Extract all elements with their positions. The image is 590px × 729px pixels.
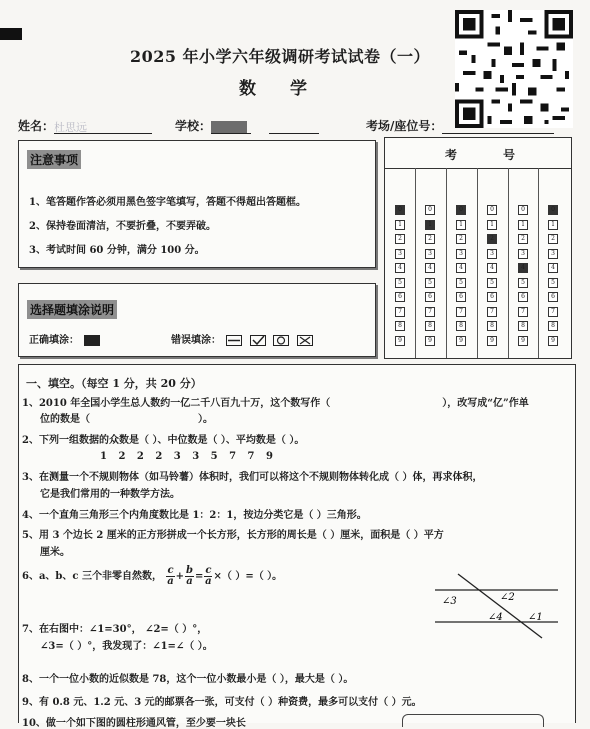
correct-fill-label: 正确填涂： (29, 335, 79, 346)
exam-number-bubble[interactable]: 3 (425, 249, 435, 259)
exam-number-bubble[interactable]: 0 (487, 205, 497, 215)
exam-number-bubble[interactable]: 7 (487, 307, 497, 317)
q6-frac2-numerator: b (185, 565, 193, 576)
wrong-fill-example (171, 331, 315, 346)
exam-number-bubble[interactable]: 4 (456, 263, 466, 273)
q8-text: 8、一个一位小数的近似数是 78，这个一位小数最小是（ ），最大是（ ）。 (22, 674, 354, 685)
exam-number-bubble[interactable]: 8 (548, 321, 558, 331)
exam-number-bubble[interactable]: 7 (395, 307, 405, 317)
exam-number-bubble[interactable]: 4 (487, 263, 497, 273)
q3-line-1: 3、在测量一个不规则物体（如马铃薯）体积时，我们可以将这个不规则物体转化成（ ）体，再求体积， (22, 472, 483, 483)
q6-frac3-numerator: c (205, 565, 212, 576)
exam-number-bubble[interactable]: 1 (487, 220, 497, 230)
exam-number-bubble[interactable]: 1 (548, 220, 558, 230)
q3-line-2: 它是我们常用的一种数学方法。 (40, 489, 180, 500)
exam-number-bubble[interactable]: 8 (487, 321, 497, 331)
q6-frac3-denominator: a (205, 576, 212, 587)
exam-number-bubble[interactable]: 5 (548, 278, 558, 288)
notice-box (18, 140, 376, 268)
exam-number-bubble[interactable]: 0 (456, 205, 466, 215)
exam-number-bubble[interactable]: 5 (456, 278, 466, 288)
exam-number-bubble[interactable]: 7 (548, 307, 558, 317)
dash-mark-icon (226, 335, 242, 346)
exam-number-bubble[interactable]: 8 (518, 321, 528, 331)
q7-line-1: 7、在右图中：∠1=30°， ∠2=（ ）°， (22, 624, 208, 635)
exam-title: 2025 年小学六年级调研考试试卷（一） (129, 47, 431, 66)
exam-number-bubble[interactable]: 6 (548, 292, 558, 302)
q9-text: 9、有 0.8 元、1.2 元、3 元的邮票各一张，可支付（ ）种资费，最多可以支付（ ）元。 (22, 697, 422, 708)
notice-item-2: 2、保持卷面清洁，不要折叠，不要弄破。 (29, 221, 216, 232)
exam-number-bubble[interactable]: 1 (518, 220, 528, 230)
exam-number-bubble[interactable]: 7 (518, 307, 528, 317)
q2-numbers: 1 2 2 2 3 3 5 7 7 9 (100, 451, 274, 462)
q6-text: 6、a、b、c 三个非零自然数， $\frac{c}{a}$ + $\frac{b}{a}$ = $\frac{c}{a}$ ×（ ）=（ ）。 (22, 565, 283, 587)
exam-number-bubble[interactable]: 3 (518, 249, 528, 259)
q6-frac1-numerator: c (167, 565, 174, 576)
q1-text-b: ），改写成“亿”作单 (442, 398, 529, 409)
exam-number-bubble[interactable]: 5 (425, 278, 435, 288)
q2-text: 2、下列一组数据的众数是（ ）、中位数是（ ）、平均数是（ ）。 (22, 435, 305, 446)
angle-3-label: ∠3 (442, 596, 457, 607)
exam-number-bubble[interactable]: 1 (425, 220, 435, 230)
q7-line-2: ∠3=（ ）°，我发现了：∠1=∠（ ）。 (40, 641, 213, 652)
exam-number-bubble[interactable]: 4 (425, 263, 435, 273)
angle-1-label: ∠1 (528, 612, 543, 623)
q1-text-a: 1、2010 年全国小学生总人数约一亿二千八百九十万，这个数写作（ (22, 398, 331, 409)
school-redaction (211, 121, 247, 133)
exam-number-bubble[interactable]: 1 (456, 220, 466, 230)
exam-number-header (385, 138, 571, 169)
exam-number-bubble[interactable]: 9 (395, 336, 405, 346)
subject-title: 数 学 (239, 79, 321, 99)
exam-number-bubble[interactable]: 2 (518, 234, 528, 244)
name-blank (54, 119, 152, 134)
exam-number-bubble[interactable]: 0 (548, 205, 558, 215)
exam-number-bubble[interactable]: 7 (456, 307, 466, 317)
fill-guide-box (18, 283, 376, 357)
exam-number-bubble[interactable]: 3 (395, 249, 405, 259)
q6-fraction-1 (166, 566, 174, 587)
q6-frac2-denominator: a (186, 576, 193, 587)
check-mark-icon (250, 335, 266, 346)
q6-suffix: ×（ ）=（ ）。 (213, 571, 283, 582)
solid-mark-icon (84, 335, 100, 346)
exam-number-bubble[interactable]: 9 (548, 336, 558, 346)
transversal-line (458, 574, 542, 638)
registration-mark (0, 28, 22, 40)
q5-line-1: 5、用 3 个边长 2 厘米的正方形拼成一个长方形，长方形的周长是（ ）厘米，面积是（ ）平方 (22, 530, 444, 541)
seat-field (366, 117, 554, 134)
exam-number-bubble[interactable]: 6 (456, 292, 466, 302)
correct-fill-example (29, 331, 102, 346)
exam-number-bubble[interactable]: 4 (395, 263, 405, 273)
grid-column-divider (415, 168, 416, 358)
exam-number-bubble[interactable]: 0 (518, 205, 528, 215)
q1-text-d: ）。 (198, 414, 213, 425)
exam-number-bubble[interactable]: 8 (395, 321, 405, 331)
exam-number-label-right: 号 (503, 148, 516, 162)
school-label: 学校： (175, 119, 212, 133)
exam-number-bubble[interactable]: 1 (395, 220, 405, 230)
angle-4-label: ∠4 (488, 612, 503, 623)
exam-number-bubble[interactable]: 8 (425, 321, 435, 331)
exam-number-bubble[interactable]: 6 (518, 292, 528, 302)
exam-number-label-left: 考 (445, 148, 458, 162)
exam-number-bubble[interactable]: 7 (425, 307, 435, 317)
q6-fraction-3 (204, 566, 212, 587)
exam-number-bubble[interactable]: 6 (487, 292, 497, 302)
exam-number-bubble[interactable]: 9 (425, 336, 435, 346)
exam-number-bubble[interactable]: 3 (456, 249, 466, 259)
exam-number-bubble[interactable]: 9 (487, 336, 497, 346)
q6-fraction-2 (185, 566, 194, 587)
exam-number-bubble[interactable]: 9 (518, 336, 528, 346)
exam-number-bubble[interactable]: 0 (425, 205, 435, 215)
q6-prefix: 6、a、b、c 三个非零自然数， (22, 571, 162, 582)
exam-number-bubble[interactable]: 2 (395, 234, 405, 244)
name-field (18, 117, 152, 134)
exam-number-bubble[interactable]: 3 (548, 249, 558, 259)
grid-column-divider (446, 168, 447, 358)
school-blank (211, 119, 251, 134)
grid-column-divider (538, 168, 539, 358)
seat-label: 考场/座位号： (366, 119, 443, 133)
fill-guide-title: 选择题填涂说明 (27, 300, 117, 319)
exam-number-bubble[interactable]: 2 (425, 234, 435, 244)
school-field (175, 117, 319, 134)
q10-text: 10、做一个如下图的圆柱形通风管，至少要一块长 (22, 718, 246, 729)
notice-item-3: 3、考试时间 60 分钟，满分 100 分。 (29, 245, 205, 256)
exam-number-bubble[interactable]: 2 (456, 234, 466, 244)
section-1-heading: 一、填空。（每空 1 分，共 20 分） (26, 377, 202, 390)
school-blank-2 (269, 119, 319, 134)
q1-line-2 (40, 410, 213, 425)
qr-code (455, 10, 573, 128)
q1-line-1 (22, 394, 529, 409)
exam-number-bubble[interactable]: 4 (518, 263, 528, 273)
exam-number-bubble[interactable]: 5 (395, 278, 405, 288)
exam-number-bubble[interactable]: 5 (487, 278, 497, 288)
exam-number-bubble[interactable]: 4 (548, 263, 558, 273)
exam-number-bubble[interactable]: 9 (456, 336, 466, 346)
exam-number-bubble[interactable]: 2 (487, 234, 497, 244)
name-label: 姓名： (18, 119, 55, 133)
q1-text-c: 位的数是（ (40, 414, 90, 425)
circle-mark-icon (273, 335, 289, 346)
exam-number-bubble[interactable]: 2 (548, 234, 558, 244)
angle-2-label: ∠2 (500, 592, 515, 603)
exam-number-bubble[interactable]: 6 (425, 292, 435, 302)
grid-column-divider (477, 168, 478, 358)
cross-mark-icon (297, 335, 313, 346)
notice-title: 注意事项 (27, 150, 81, 169)
q4-text: 4、一个直角三角形三个内角度数比是 1：2：1，按边分类它是（ ）三角形。 (22, 510, 367, 521)
cylinder-figure (402, 714, 544, 727)
q5-line-2: 厘米。 (40, 547, 70, 558)
wrong-fill-label: 错误填涂： (171, 335, 221, 346)
exam-number-bubble[interactable]: 8 (456, 321, 466, 331)
exam-number-bubble[interactable]: 6 (395, 292, 405, 302)
angle-diagram (430, 572, 560, 642)
name-value: 杜思远 (54, 121, 88, 134)
exam-number-bubble[interactable]: 3 (487, 249, 497, 259)
grid-column-divider (508, 168, 509, 358)
seat-blank (442, 119, 554, 134)
notice-item-1: 1、笔答题作答必须用黑色签字笔填写，答题不得超出答题框。 (29, 197, 306, 208)
q6-frac1-denominator: a (167, 576, 174, 587)
exam-number-bubble[interactable]: 5 (518, 278, 528, 288)
exam-number-bubble[interactable]: 0 (395, 205, 405, 215)
exam-number-grid (384, 137, 572, 359)
